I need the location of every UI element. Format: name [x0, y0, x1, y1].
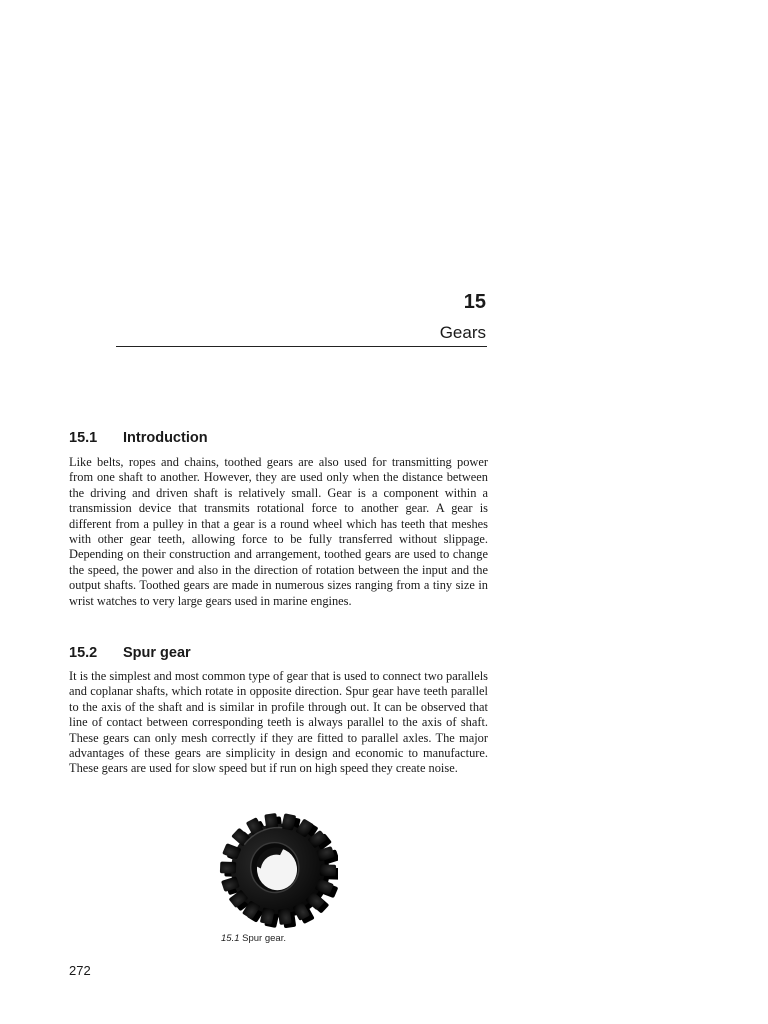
gear-tooth: [220, 862, 236, 874]
section-title: Spur gear: [123, 645, 191, 661]
figure-caption-text: Spur gear.: [242, 933, 286, 944]
gear-tooth: [278, 908, 292, 925]
section-number: 15.1: [69, 430, 98, 446]
chapter-title: Gears: [439, 323, 486, 342]
section-heading-spur-gear: [69, 645, 191, 661]
section-title: Introduction: [123, 430, 208, 446]
section-heading-introduction: [69, 430, 208, 446]
section-number: 15.2: [69, 645, 98, 661]
chapter-number: 15: [463, 291, 486, 313]
page-number: 272: [69, 963, 91, 978]
spur-gear-icon: [218, 806, 338, 931]
section-paragraph-introduction: Like belts, ropes and chains, toothed gears are also used for transmitting power from one shaft to another. However, they are used only when the distance between the driving and driven shaft is relatively small. Gear is a component within a transmission device that transmits rotational force to another gear. A gear is different from a pulley in that a gear is a round wheel which has teeth that meshes with other gear teeth, allowing force to be fully transferred without slippage. Depending on their construction and arrangement, toothed gears are used to change the speed, the power and also in the direction of rotation between the input and the output shafts. Toothed gears are made in numerous sizes ranging from a tiny size in wrist watches to very large gears used in marine engines.: [69, 455, 488, 608]
figure-number: 15.1: [221, 933, 240, 944]
chapter-rule: [116, 346, 487, 347]
figure-caption: [221, 933, 286, 944]
section-paragraph-spur-gear: It is the simplest and most common type of gear that is used to connect two parallels and coplanar shafts, which rotate in opposite direction. Spur gear have teeth parallel to the axis of the shaft and is similar in profile through out. It can be observed that line of contact between corresponding teeth is always parallel to the axis of shaft. These gears can only mesh correctly if they are fitted to parallel axles. The major advantages of these gears are simplicity in design and economic to manufacture. These gears are used for slow speed but if run on high speed they create noise.: [69, 669, 488, 776]
figure-spur-gear: [218, 806, 338, 931]
gear-tooth: [320, 864, 336, 876]
